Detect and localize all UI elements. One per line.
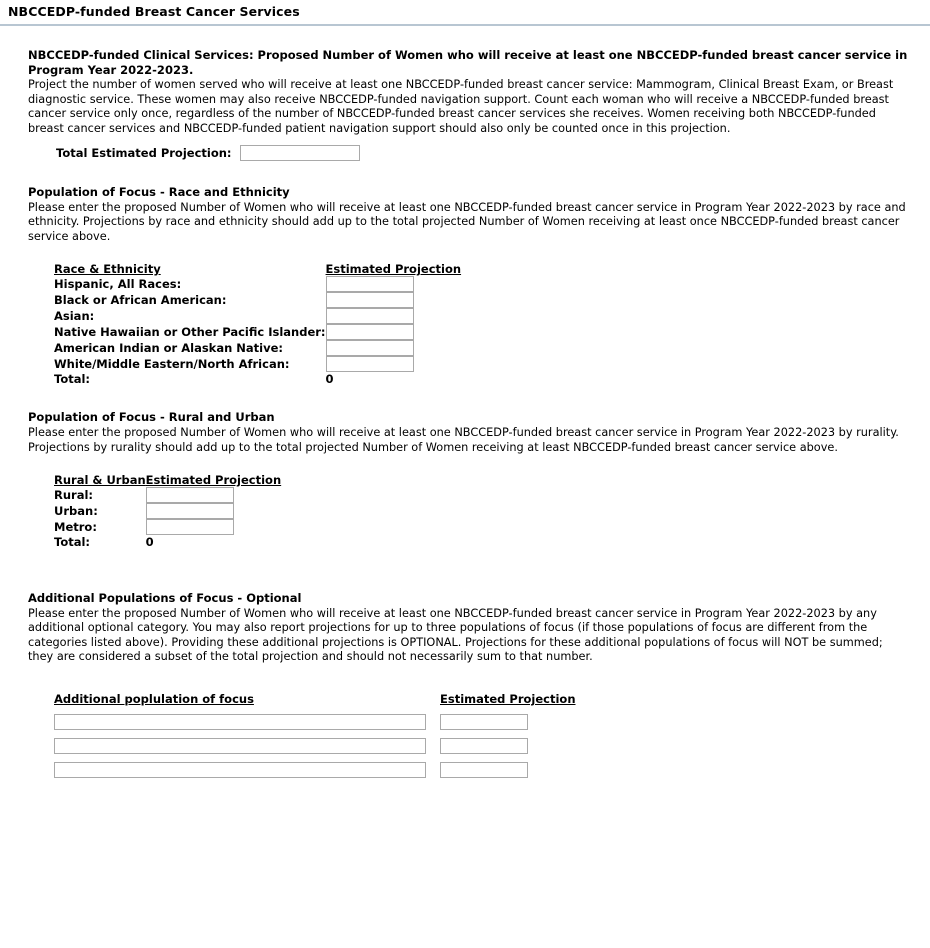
rural-urban-table: [54, 473, 281, 549]
additional-label-input-1[interactable]: [54, 714, 426, 730]
total-estimated-projection-input[interactable]: [240, 145, 360, 161]
race-total-label: Total:: [54, 372, 91, 387]
race-total-value: 0: [325, 372, 334, 387]
table-row: [54, 519, 281, 535]
table-row: [54, 276, 506, 292]
additional-row-label-cell-3: [54, 758, 440, 782]
additional-column-header-category: Additional poplulation of focus: [54, 692, 254, 707]
rural-row-label-metro: Metro:: [54, 519, 97, 534]
table-header-row: [54, 262, 506, 276]
additional-row-proj-cell-3: [440, 758, 576, 782]
table-row: [54, 356, 506, 372]
clinical-services-title: NBCCEDP-funded Clinical Services: Proposed Number of Women who will receive at least one NBCCEDP-funded breast cancer service in Program Year 2022-2023.: [28, 48, 908, 77]
race-row-label-asian: Asian:: [54, 309, 95, 324]
rural-section-title: Population of Focus - Rural and Urban: [28, 410, 275, 425]
table-total-row: [54, 535, 281, 549]
race-row-input-cell-hispanic: [326, 276, 506, 292]
additional-populations-table: [54, 688, 576, 782]
additional-projection-input-2[interactable]: [440, 738, 528, 754]
table-row: [54, 308, 506, 324]
race-row-input-cell-white: [326, 356, 506, 372]
race-row-label-native-hawaiian: Native Hawaiian or Other Pacific Islander:: [54, 325, 326, 340]
race-row-input-cell-american-indian: [326, 340, 506, 356]
race-row-input-cell-native-hawaiian: [326, 324, 506, 340]
table-row: [54, 340, 506, 356]
race-row-label-american-indian: American Indian or Alaskan Native:: [54, 341, 283, 356]
section-rural-urban: [28, 410, 930, 549]
rural-row-input-cell-metro: [146, 519, 282, 535]
section-clinical-services: [28, 48, 930, 161]
rural-input-rural[interactable]: [146, 487, 234, 503]
clinical-services-description: Project the number of women served who will receive at least one NBCCEDP-funded breast cancer service: Mammogram, Clinical Breast Exam, or Breast diagnostic service. These women may also receive NBCCEDP-funded navigation support. Count each woman who will receive a NBCCEDP-funded breast cancer service only once, regardless of the number of NBCCEDP-funded breast cancer services she receives. Women receiving both NBCCEDP-funded breast cancer services and NBCCEDP-funded patient navigation support should also only be counted once in this projection.: [28, 78, 894, 135]
table-row: [54, 487, 281, 503]
race-row-label-hispanic: Hispanic, All Races:: [54, 277, 182, 292]
race-input-black[interactable]: [326, 292, 414, 308]
rural-total-value: 0: [145, 534, 154, 549]
additional-row-proj-cell-1: [440, 710, 576, 734]
rural-row-label-urban: Urban:: [54, 503, 98, 518]
table-header-row: [54, 688, 576, 710]
race-section-description: Please enter the proposed Number of Women who will receive at least one NBCCEDP-funded breast cancer service in Program Year 2022-2023 by race and ethnicity. Projections by race and ethnicity should add up to the total projected Number of Women receiving at least once NBCCEDP-funded breast cancer service above.: [28, 200, 906, 243]
rural-total-label: Total:: [54, 534, 91, 549]
additional-projection-input-3[interactable]: [440, 762, 528, 778]
additional-section-title: Additional Populations of Focus - Optional: [28, 590, 302, 605]
table-header-row: [54, 473, 281, 487]
table-row: [54, 292, 506, 308]
race-column-header-projection: Estimated Projection: [325, 262, 462, 277]
additional-row-label-cell-2: [54, 734, 440, 758]
form-content: [0, 48, 930, 782]
page-header: [0, 0, 930, 26]
race-row-label-black: Black or African American:: [54, 293, 227, 308]
race-input-native-hawaiian[interactable]: [326, 324, 414, 340]
additional-column-header-projection: Estimated Projection: [440, 692, 576, 707]
table-row: [54, 710, 576, 734]
rural-row-input-cell-rural: [146, 487, 282, 503]
additional-projection-input-1[interactable]: [440, 714, 528, 730]
race-column-header-category: Race & Ethnicity: [54, 262, 161, 277]
race-ethnicity-table: [54, 262, 506, 386]
race-row-label-white: White/Middle Eastern/North African:: [54, 357, 290, 372]
race-input-american-indian[interactable]: [326, 340, 414, 356]
race-input-hispanic[interactable]: [326, 276, 414, 292]
total-estimated-projection-label: Total Estimated Projection:: [56, 146, 232, 161]
rural-input-urban[interactable]: [146, 503, 234, 519]
race-input-asian[interactable]: [326, 308, 414, 324]
additional-row-label-cell-1: [54, 710, 440, 734]
race-input-white[interactable]: [326, 356, 414, 372]
additional-label-input-3[interactable]: [54, 762, 426, 778]
rural-input-metro[interactable]: [146, 519, 234, 535]
additional-row-proj-cell-2: [440, 734, 576, 758]
section-race-ethnicity: [28, 185, 930, 386]
section-additional-populations: [28, 591, 930, 783]
additional-section-description: Please enter the proposed Number of Women who will receive at least one NBCCEDP-funded breast cancer service in Program Year 2022-2023 by any additional optional category. You may also report projections for up to three populations of focus (if those populations of focus are different from the categories listed above). Providing these additional projections is OPTIONAL. Projections for these additional populations of focus will NOT be summed; they are considered a subset of the total projection and should not necessarily sum to that number.: [28, 606, 883, 664]
table-row: [54, 734, 576, 758]
rural-column-header-category: Rural & Urban: [54, 472, 146, 487]
rural-section-description: Please enter the proposed Number of Women who will receive at least one NBCCEDP-funded breast cancer service in Program Year 2022-2023 by rurality. Projections by rurality should add up to the total projected Number of Women receiving at least NBCCEDP-funded breast cancer service above.: [28, 426, 899, 454]
table-row: [54, 503, 281, 519]
race-row-input-cell-black: [326, 292, 506, 308]
table-total-row: [54, 372, 506, 386]
table-row: [54, 758, 576, 782]
table-row: [54, 324, 506, 340]
race-section-title: Population of Focus - Race and Ethnicity: [28, 185, 290, 200]
total-estimated-projection-row: [28, 145, 930, 161]
rural-row-input-cell-urban: [146, 503, 282, 519]
rural-row-label-rural: Rural:: [54, 487, 94, 502]
race-row-input-cell-asian: [326, 308, 506, 324]
rural-column-header-projection: Estimated Projection: [145, 472, 282, 487]
additional-label-input-2[interactable]: [54, 738, 426, 754]
page-title: NBCCEDP-funded Breast Cancer Services: [8, 4, 300, 19]
